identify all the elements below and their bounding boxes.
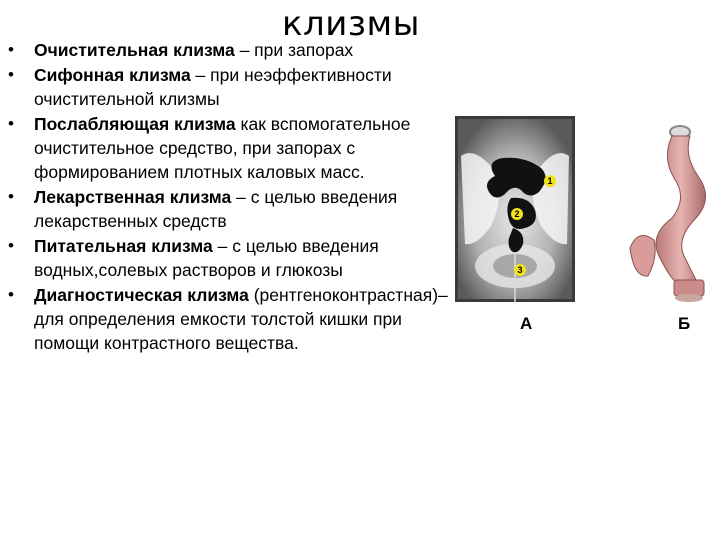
colon-illustration (618, 118, 714, 304)
item-term: Сифонная клизма (34, 65, 191, 85)
slide-title: клизмы (282, 4, 420, 44)
marker-3 (514, 264, 526, 276)
marker-1 (544, 175, 556, 187)
list-item (6, 185, 456, 233)
list-item (6, 112, 456, 184)
enema-types-list (6, 38, 456, 356)
bullet: • (8, 114, 14, 133)
bullet: • (8, 236, 14, 255)
bullet: • (8, 40, 14, 59)
marker-3-label: 3 (517, 265, 523, 275)
list-item (6, 38, 456, 62)
item-term: Питательная клизма (34, 236, 213, 256)
item-description: как вспомогательное очистительное средство, при запорах с формированием плотных каловых масс. (34, 114, 411, 182)
item-description: – с целью введения водных,солевых растворов и глюкозы (34, 236, 379, 280)
marker-2 (511, 208, 523, 220)
bullet: • (8, 65, 14, 84)
item-description: – с целью введения лекарственных средств (34, 187, 398, 231)
item-description: – при неэффективности очистительной клизмы (34, 65, 392, 109)
list-item (6, 283, 456, 355)
item-term: Лекарственная клизма (34, 187, 232, 207)
item-description: (рентгеноконтрастная)– для определения емкости толстой кишки при помощи контрастного вещества. (34, 285, 448, 353)
item-term: Очистительная клизма (34, 40, 235, 60)
item-description: – при запорах (234, 40, 354, 60)
bullet: • (8, 285, 14, 304)
figure-b-caption: Б (678, 314, 691, 333)
marker-1-label: 1 (547, 176, 553, 186)
item-term: Диагностическая клизма (34, 285, 249, 305)
marker-2-label: 2 (514, 209, 520, 219)
figure-a-caption: А (520, 314, 533, 333)
item-term: Послабляющая клизма (34, 114, 236, 134)
bullet: • (8, 187, 14, 206)
list-item (6, 234, 456, 282)
list-item (6, 63, 456, 111)
